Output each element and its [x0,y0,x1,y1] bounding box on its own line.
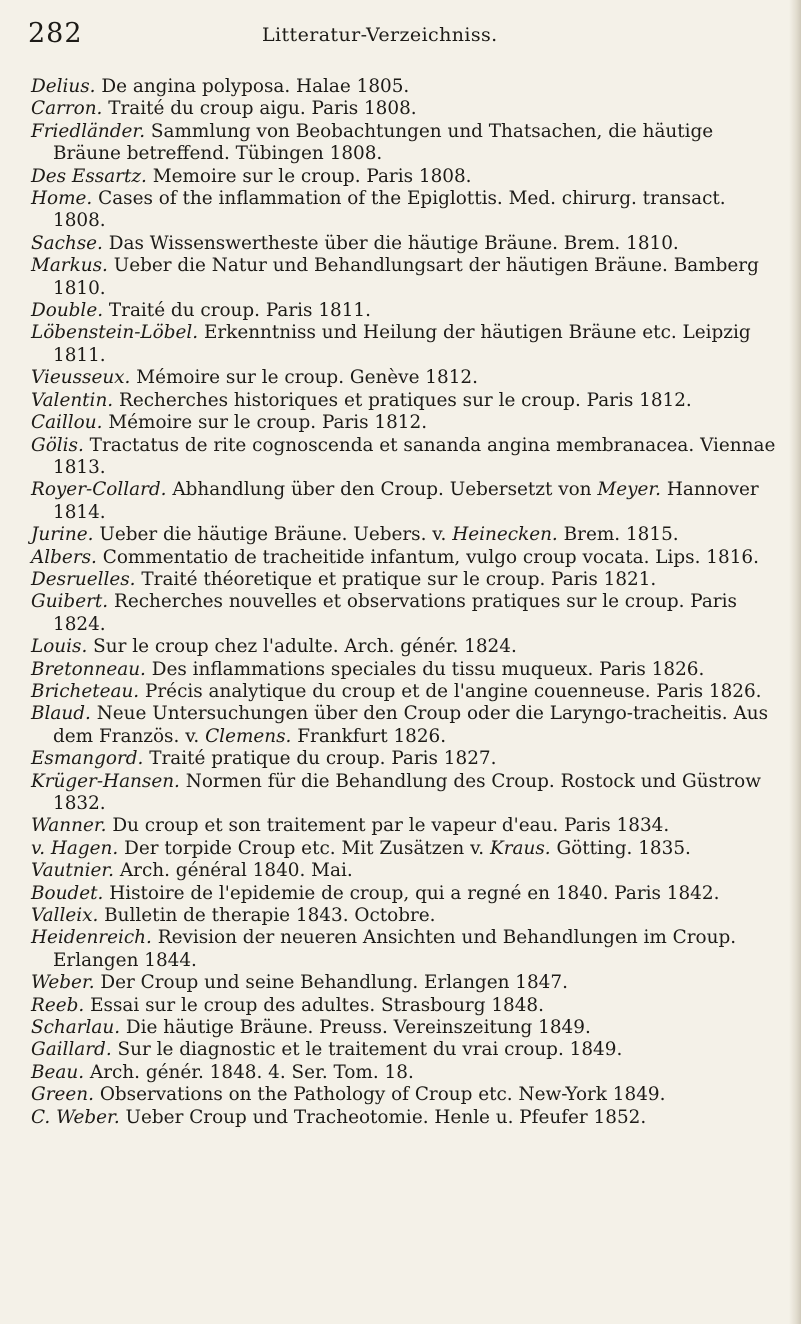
bibliography-entry [31,1017,776,1039]
entry-text: Revision der neueren Ansichten und Behandlungen im Croup. Erlangen 1844. [53,927,737,971]
entry-text: Sammlung von Beobachtungen und Thatsachen, die häutige Bräune betreffend. Tübingen 1808. [53,120,714,165]
entry-author: Des Essartz. [31,165,147,187]
entry-editor: Clemens. [205,725,292,747]
bibliography-entry [31,188,776,233]
entry-author: Carron. [31,98,103,120]
entry-text: Recherches historiques et pratiques sur le croup. Paris 1812. [119,389,692,411]
bibliography-list [31,76,776,1129]
entry-author: Reeb. [31,994,85,1016]
entry-author: Double. [31,300,104,322]
entry-text: Der torpide Croup etc. Mit Zusätzen v. [124,837,485,859]
bibliography-entry [31,860,776,882]
entry-editor: Meyer. [597,479,661,501]
entry-editor: Kraus. [490,837,551,859]
entry-editor: Heinecken. [452,524,558,546]
entry-author: Valentin. [31,389,114,411]
bibliography-entry [31,1062,776,1084]
bibliography-entry [31,255,776,300]
bibliography-entry [31,547,776,569]
entry-author: Krüger-Hansen. [31,770,180,792]
entry-author: Vautnier. [31,860,115,882]
entry-text: Traité pratique du croup. Paris 1827. [149,748,497,770]
page-number: 282 [28,18,83,49]
entry-author: Gaillard. [31,1039,112,1061]
bibliography-entry [31,905,776,927]
entry-text: Sur le diagnostic et le traitement du vrai croup. 1849. [117,1039,623,1061]
entry-author: Bricheteau. [31,680,140,702]
bibliography-entry [31,1107,776,1129]
bibliography-entry [31,98,776,120]
entry-author: Heidenreich. [31,927,152,949]
entry-text: Die häutige Bräune. Preuss. Vereinszeitung 1849. [125,1017,591,1039]
entry-author: C. Weber. [31,1106,120,1128]
entry-author: Jurine. [31,524,94,546]
entry-text: Histoire de l'epidemie de croup, qui a regné en 1840. Paris 1842. [109,882,720,904]
entry-author: Guibert. [31,591,109,613]
bibliography-entry [31,1084,776,1106]
entry-author: Home. [31,188,93,210]
bibliography-entry [31,748,776,770]
entry-text: De angina polyposa. Halae 1805. [101,76,410,97]
entry-author: Louis. [31,636,88,658]
entry-author: Boudet. [31,882,104,904]
entry-author: Desruelles. [31,568,136,590]
bibliography-entry [31,1039,776,1061]
entry-text: Traité du croup. Paris 1811. [108,300,371,322]
entry-text: Memoire sur le croup. Paris 1808. [152,165,472,187]
entry-author: Green. [31,1084,94,1106]
bibliography-entry [31,659,776,681]
entry-text: Des inflammations speciales du tissu muqueux. Paris 1826. [151,658,705,680]
bibliography-entry [31,322,776,367]
entry-text: Traité du croup aigu. Paris 1808. [108,98,417,120]
entry-author: Esmangord. [31,748,144,770]
entry-text: Du croup et son traitement par le vapeur d'eau. Paris 1834. [112,815,670,837]
entry-text: Traité théoretique et pratique sur le croup. Paris 1821. [141,568,657,590]
bibliography-entry [31,390,776,412]
entry-text: Mémoire sur le croup. Genève 1812. [136,367,478,389]
entry-author: Beau. [31,1061,85,1083]
entry-text: Neue Untersuchungen über den Croup oder die Laryngo-tracheitis. Aus dem Französ. v. [53,703,769,747]
bibliography-entry [31,233,776,255]
entry-author: Albers. [31,546,97,568]
bibliography-entry [31,166,776,188]
bibliography-entry [31,927,776,972]
bibliography-entry [31,479,776,524]
bibliography-entry [31,636,776,658]
entry-imprint: Brem. 1815. [563,524,679,546]
entry-text: Ueber die häutige Bräune. Uebers. v. [99,524,447,546]
bibliography-entry [31,435,776,480]
bibliography-entry [31,300,776,322]
bibliography-entry [31,569,776,591]
page-edge-shadow [789,0,801,1324]
entry-text: Sur le croup chez l'adulte. Arch. génér. 1824. [93,636,517,658]
bibliography-entry [31,995,776,1017]
bibliography-entry [31,771,776,816]
entry-text: Précis analytique du croup et de l'angine couenneuse. Paris 1826. [145,680,762,702]
bibliography-entry [31,367,776,389]
entry-text: Das Wissenswertheste über die häutige Bräune. Brem. 1810. [108,232,679,254]
bibliography-entry [31,591,776,636]
bibliography-entry [31,412,776,434]
entry-text: Ueber die Natur und Behandlungsart der häutigen Bräune. Bamberg 1810. [53,255,759,299]
entry-text: Der Croup und seine Behandlung. Erlangen 1847. [100,972,568,994]
entry-author: Weber. [31,972,95,994]
entry-text: Commentatio de tracheitide infantum, vulgo croup vocata. Lips. 1816. [102,546,759,568]
entry-text: Bulletin de therapie 1843. Octobre. [104,905,436,927]
entry-text: Normen für die Behandlung des Croup. Rostock und Güstrow 1832. [53,770,761,814]
entry-imprint: Hannover 1814. [53,479,759,523]
bibliography-entry [31,524,776,546]
entry-text: Observations on the Pathology of Croup etc. New-York 1849. [99,1084,666,1106]
bibliography-entry [31,883,776,905]
entry-text: Mémoire sur le croup. Paris 1812. [108,412,428,434]
entry-author: Caillou. [31,412,103,434]
entry-author: Blaud. [31,703,91,725]
entry-author: Royer-Collard. [31,479,167,501]
entry-author: v. Hagen. [31,837,119,859]
entry-imprint: Frankfurt 1826. [297,725,447,747]
entry-text: Essai sur le croup des adultes. Strasbourg 1848. [90,994,544,1016]
entry-author: Friedländer. [31,120,146,142]
entry-author: Vieusseux. [31,367,131,389]
bibliography-entry [31,121,776,166]
entry-author: Markus. [31,255,108,277]
entry-text: Cases of the inflammation of the Epiglottis. Med. chirurg. transact. 1808. [53,188,726,232]
entry-text: Arch. génér. 1848. 4. Ser. Tom. 18. [89,1061,414,1083]
entry-text: Erkenntniss und Heilung der häutigen Bräune etc. Leipzig 1811. [53,322,751,366]
bibliography-entry [31,681,776,703]
entry-text: Arch. général 1840. Mai. [119,860,353,882]
entry-text: Recherches nouvelles et observations pratiques sur le croup. Paris 1824. [53,591,737,635]
entry-author: Löbenstein-Löbel. [31,322,199,344]
running-title: Litteratur-Verzeichniss. [262,24,498,46]
entry-author: Gölis. [31,434,84,456]
entry-text: Abhandlung über den Croup. Uebersetzt von [172,479,592,501]
entry-author: Bretonneau. [31,658,146,680]
bibliography-entry [31,972,776,994]
entry-text: Ueber Croup und Tracheotomie. Henle u. Pfeufer 1852. [125,1106,647,1128]
page-header [0,14,801,54]
bibliography-entry [31,838,776,860]
entry-text: Tractatus de rite cognoscenda et sananda angina membranacea. Viennae 1813. [53,434,776,478]
bibliography-entry [31,76,776,98]
entry-author: Sachse. [31,232,103,254]
entry-author: Wanner. [31,815,107,837]
entry-author: Delius. [31,76,96,97]
entry-author: Valleix. [31,905,99,927]
bibliography-entry [31,703,776,748]
entry-imprint: Götting. 1835. [556,837,691,859]
bibliography-entry [31,815,776,837]
entry-author: Scharlau. [31,1017,121,1039]
